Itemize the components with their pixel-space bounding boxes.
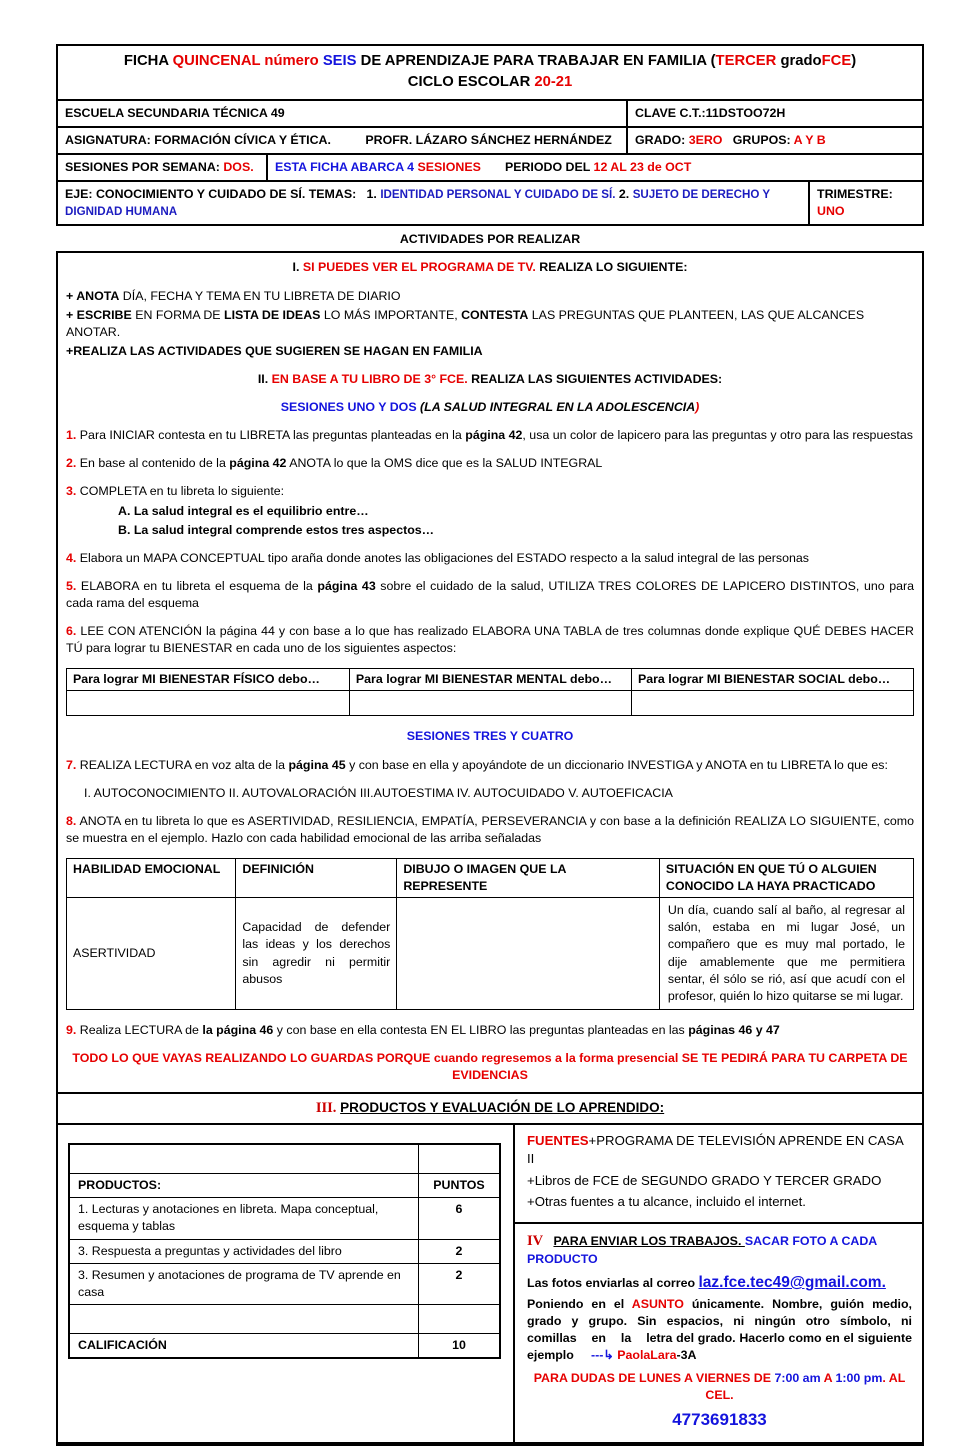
habilidad-cell-definition: Capacidad de defender las ideas y los derechos sin agredir ni permitir abusos: [236, 898, 397, 1010]
habilidad-header-4: SITUACIÓN EN QUE TÚ O ALGUIEN CONOCIDO LA HAYA PRACTICADO: [659, 858, 913, 897]
email-instruction: [527, 1272, 912, 1293]
worksheet-page: [56, 0, 924, 1446]
product-points: [419, 1304, 501, 1333]
product-points: 2: [419, 1239, 501, 1263]
tv-instructions: [66, 288, 914, 360]
evidence-warning: TODO LO QUE VAYAS REALIZANDO LO GUARDAS PORQUE cuando regresemos a la forma presencial SE TE PEDIRÁ PARA TU CARPETA DE EVIDENCIAS: [72, 1050, 908, 1083]
habilidad-header-2: DEFINICIÓN: [236, 858, 397, 897]
header-row-sessions: [58, 153, 922, 180]
sources-block: [515, 1125, 922, 1224]
header-row-school: [58, 99, 922, 126]
questions-schedule: PARA DUDAS DE LUNES A VIERNES DE 7:00 am A 1:00 pm. AL CEL.: [533, 1370, 906, 1403]
header-row-axis: [58, 180, 922, 224]
phone-number: 4773691833: [672, 1410, 767, 1430]
product-label: 1. Lecturas y anotaciones en libreta. Mapa conceptual, esquema y tablas: [69, 1198, 419, 1239]
bienestar-header-fisico: Para lograr MI BIENESTAR FÍSICO debo…: [67, 669, 350, 691]
source-line-1: FUENTES+PROGRAMA DE TELEVISIÓN APRENDE EN CASA II: [527, 1133, 904, 1167]
title-line-1: FICHA QUINCENAL número SEIS DE APRENDIZAJE PARA TRABAJAR EN FAMILIA (TERCER gradoFCE): [123, 53, 857, 69]
products-cell: [69, 1144, 419, 1174]
product-points: 2: [419, 1263, 501, 1304]
submission-block: [515, 1224, 922, 1442]
bienestar-header-mental: Para lograr MI BIENESTAR MENTAL debo…: [349, 669, 631, 691]
heading-sessions-1-2: SESIONES UNO Y DOS (LA SALUD INTEGRAL EN LA ADOLESCENCIA): [280, 400, 700, 415]
document-title: [58, 46, 922, 99]
products-row-2: [69, 1239, 500, 1263]
habilidad-table: [66, 858, 914, 1010]
heading-part2: II. EN BASE A TU LIBRO DE 3° FCE. REALIZA LAS SIGUIENTES ACTIVIDADES:: [257, 372, 723, 387]
product-points: 6: [419, 1198, 501, 1239]
subject-teacher: ASIGNATURA: FORMACIÓN CÍVICA Y ÉTICA. PROFR. LÁZARO SÁNCHEZ HERNÁNDEZ: [58, 128, 628, 153]
activity-item-9: 9. Realiza LECTURA de la página 46 y con base en ella contesta EN EL LIBRO las preguntas planteadas en las páginas 46 y 47: [66, 1022, 780, 1037]
header-table: [56, 44, 924, 226]
bienestar-cell-mental: [349, 691, 631, 716]
products-pts-cell: [419, 1144, 501, 1174]
activity-item-3a: A. La salud integral es el equilibrio entre…: [118, 503, 369, 518]
axis-topics: EJE: CONOCIMIENTO Y CUIDADO DE SÍ. TEMAS: 1. IDENTIDAD PERSONAL Y CUIDADO DE SÍ. 2. SUJETO DE DERECHO Y DIGNIDAD HUMANA: [58, 182, 810, 224]
bienestar-empty-row: [67, 691, 914, 716]
habilidad-cell-situation: Un día, cuando salí al baño, al regresar al salón, estaba en mi lugar José, un compañero que es muy mal portado, le dije amablemente que me permitiera sentar, él sólo se rió, así que acudí con el profesor, quién lo hizo quitarse se mi lugar.: [659, 898, 913, 1010]
section-3-heading: III. PRODUCTOS Y EVALUACIÓN DE LO APRENDIDO:: [56, 1094, 924, 1125]
activities-section-label: ACTIVIDADES POR REALIZAR: [399, 232, 581, 247]
sessions-period: ESTA FICHA ABARCA 4 SESIONES PERIODO DEL 12 AL 23 de OCT: [275, 160, 692, 175]
bienestar-table: [66, 668, 914, 716]
activity-item-6: 6. LEE CON ATENCIÓN la página 44 y con base a lo que has realizado ELABORA UNA TABLA de tres columnas donde explique QUÉ DEBES HACER TÚ para lograr tu BIENESTAR en cada uno de los siguientes aspectos:: [66, 624, 914, 656]
products-row-1: [69, 1198, 500, 1239]
source-line-2: +Libros de FCE de SEGUNDO GRADO Y TERCER GRADO: [527, 1172, 882, 1188]
source-line-3: +Otras fuentes a tu alcance, incluido el internet.: [527, 1193, 806, 1209]
habilidad-header-3: DIBUJO O IMAGEN QUE LA REPRESENTE: [397, 858, 660, 897]
sources-submission-pane: [515, 1125, 922, 1441]
activity-item-3b: B. La salud integral comprende estos tres aspectos…: [118, 522, 435, 537]
product-label: [69, 1304, 419, 1333]
plus-line-2: + ESCRIBE EN FORMA DE LISTA DE IDEAS LO MÁS IMPORTANTE, CONTESTA LAS PREGUNTAS QUE PLANTEEN, LAS QUE ALCANCES ANOTAR.: [66, 307, 865, 339]
school-name: ESCUELA SECUNDARIA TÉCNICA 49: [58, 101, 628, 126]
school-key: CLAVE C.T.:11DSTOO72H: [635, 105, 786, 120]
trimester: TRIMESTRE: UNO: [817, 187, 893, 219]
email-link[interactable]: laz.fce.tec49@gmail.com.: [698, 1274, 886, 1292]
activities-box: [56, 251, 924, 1094]
grade-groups: GRADO: 3ERO GRUPOS: A Y B: [635, 132, 826, 147]
section-4-heading: IV PARA ENVIAR LOS TRABAJOS. SACAR FOTO A CADA PRODUCTO: [527, 1233, 877, 1267]
activity-item-7: 7. REALIZA LECTURA en voz alta de la página 45 y con base en ella y apoyándote de un diccionario INVESTIGA y ANOTA en tu LIBRETA lo que es:: [66, 757, 888, 772]
bienestar-header-row: [67, 669, 914, 691]
activity-item-5: 5. ELABORA en tu libreta el esquema de la página 43 sobre el cuidado de la salud, UTILIZA TRES COLORES DE LAPICERO DISTINTOS, uno para cada rama del esquema: [66, 578, 915, 610]
habilidad-data-row: [67, 898, 914, 1010]
habilidad-header-row: [67, 858, 914, 897]
plus-line-3: +REALIZA LAS ACTIVIDADES QUE SUGIEREN SE HAGAN EN FAMILIA: [66, 343, 483, 358]
evaluation-box: [56, 1125, 924, 1445]
subject-instructions: Poniendo en el ASUNTO únicamente. Nombre, guión medio, grado y grupo. Sin espacios, ni ningún otro símbolo, ni comillas en la letra del grado. Hacerlo como en el siguiente ejemplo ---↳ PaolaLara-3A: [527, 1296, 912, 1362]
habilidad-cell-name: ASERTIVIDAD: [67, 898, 236, 1010]
products-grade-row: [69, 1333, 500, 1358]
activity-item-8: 8. ANOTA en tu libreta lo que es ASERTIVIDAD, RESILIENCIA, EMPATÍA, PERSEVERANCIA y con base a la definición REALIZA LO SIGUIENTE, como se muestra en el ejemplo. Hazlo con cada habilidad emocional de las arriba señaladas: [66, 813, 914, 845]
bienestar-cell-fisico: [67, 691, 350, 716]
header-row-subject: [58, 126, 922, 153]
sessions-per-week: SESIONES POR SEMANA: DOS.: [58, 155, 268, 180]
products-header-label: PRODUCTOS:: [69, 1174, 419, 1198]
activity-item-4: 4. Elabora un MAPA CONCEPTUAL tipo araña donde anotes las obligaciones del ESTADO respecto a la salud integral de las personas: [66, 550, 809, 565]
product-label: 3. Resumen y anotaciones de programa de TV aprende en casa: [69, 1263, 419, 1304]
activity-item-3: 3. COMPLETA en tu libreta lo siguiente:: [66, 484, 285, 499]
products-table: [68, 1143, 501, 1359]
activity-item-7-list: I. AUTOCONOCIMIENTO II. AUTOVALORACIÓN III.AUTOESTIMA IV. AUTOCUIDADO V. AUTOEFICACIA: [84, 785, 673, 800]
habilidad-cell-drawing: [397, 898, 660, 1010]
plus-line-1: + ANOTA DÍA, FECHA Y TEMA EN TU LIBRETA DE DIARIO: [66, 288, 401, 303]
product-label: 3. Respuesta a preguntas y actividades del libro: [69, 1239, 419, 1263]
activity-item-2: 2. En base al contenido de la página 42 ANOTA lo que la OMS dice que es la SALUD INTEGRAL: [66, 456, 603, 471]
products-pane: [58, 1125, 515, 1441]
products-header-pts: PUNTOS: [419, 1174, 501, 1198]
products-empty-top-row: [69, 1144, 500, 1174]
habilidad-header-1: HABILIDAD EMOCIONAL: [67, 858, 236, 897]
grade-points: 10: [419, 1333, 501, 1358]
heading-sessions-3-4: SESIONES TRES Y CUATRO: [406, 729, 574, 744]
products-row-3: [69, 1263, 500, 1304]
products-header-row: [69, 1174, 500, 1198]
title-line-2: CICLO ESCOLAR 20-21: [407, 74, 573, 91]
activity-item-1: 1. Para INICIAR contesta en tu LIBRETA las preguntas planteadas en la página 42, usa un color de lapicero para las preguntas y otro para las respuestas: [66, 428, 913, 443]
heading-part1: I. SI PUEDES VER EL PROGRAMA DE TV. REALIZA LO SIGUIENTE:: [292, 260, 688, 275]
email-label: Las fotos enviarlas al correo: [527, 1276, 699, 1291]
products-empty-row: [69, 1304, 500, 1333]
grade-label: CALIFICACIÓN: [69, 1333, 419, 1358]
bienestar-header-social: Para lograr MI BIENESTAR SOCIAL debo…: [631, 669, 913, 691]
bienestar-cell-social: [631, 691, 913, 716]
